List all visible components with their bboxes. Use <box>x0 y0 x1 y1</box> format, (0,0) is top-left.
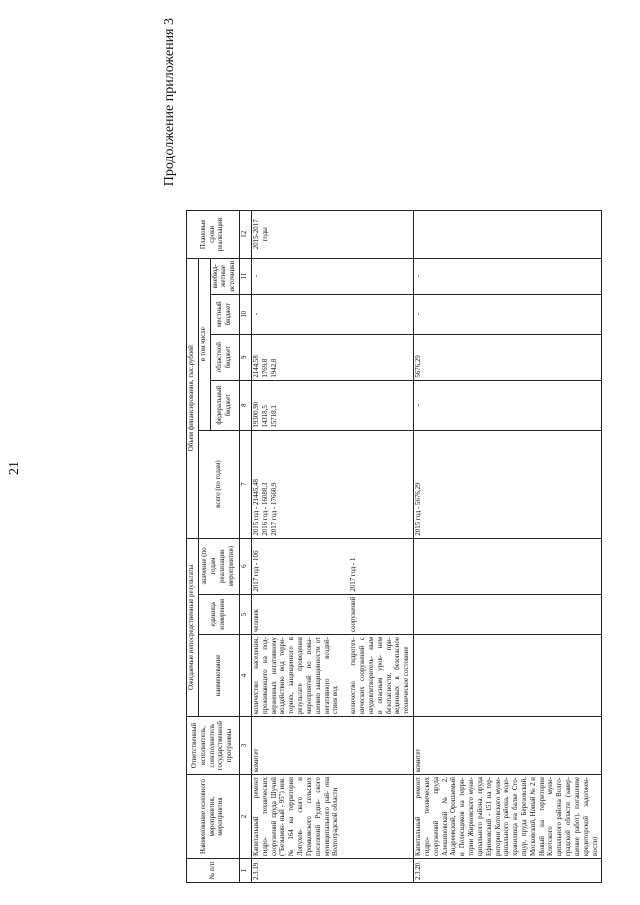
row-unit: сооружений <box>342 594 413 634</box>
header-extra: внебюд- жетные источники <box>210 258 239 294</box>
row-regional-line: 1769,8 <box>261 358 269 378</box>
header-expected-results: Ожидаемые непосредственные результаты <box>187 538 199 716</box>
header-financing: Объем финансирования, тыс.рублей <box>187 258 199 538</box>
header-result-name: наименование <box>198 635 239 717</box>
row-federal: - <box>414 380 602 430</box>
row-unit: человек <box>251 594 342 634</box>
col-num: 10 <box>240 294 252 334</box>
row-total <box>251 430 413 538</box>
header-num: № п/п <box>187 859 240 883</box>
row-value <box>414 538 602 594</box>
row-total: 2015 год - 5676,29 <box>414 430 602 538</box>
row-result: количество населения, проживающего на под- верженных негативному воздействию вод терри- ториях, защищенного в результате проведения мероприятий по повы- шению защищенности от негативного воздей- ствия вод <box>251 635 342 717</box>
page-number: 21 <box>7 461 22 475</box>
row-executor: комитет <box>251 717 413 775</box>
header-value: значение (по годам реализации мероприятия) <box>198 538 239 594</box>
row-local: - <box>414 294 602 334</box>
row-result: количество гидротех- нических сооружений с неудовлетворитель- ным и опасным уров- нем безопасности, при- веденных в безопасное техническое состояние <box>342 635 413 717</box>
col-num: 5 <box>240 594 252 634</box>
row-extra: - <box>414 258 602 294</box>
header-executor: Ответственный исполнитель, соисполнитель государственной программы <box>187 717 240 775</box>
row-planned: 2015-2017 годы <box>251 210 413 258</box>
row-num: 2.3.20. <box>414 859 602 883</box>
header-local: местный бюджет <box>210 294 239 334</box>
row-federal-line: 15718,1 <box>270 405 278 428</box>
row-regional <box>251 334 413 380</box>
col-num: 6 <box>240 538 252 594</box>
header-unit: единица измерения <box>198 594 239 634</box>
col-num: 9 <box>240 334 252 380</box>
row-federal <box>251 380 413 430</box>
header-regional: областной бюджет <box>210 334 239 380</box>
row-name: Капитальный ремонт гидро- технических сооружений пруда Алешиновский № 2, Андреевский, Орошаемый и Полесщиков на терри- тории Жирновского муни- ципального района, пруда Ефимовский - 151 на тер- ритории Котовского муни- ципального района, водо- хранилища на балке Сто- пцур, пруда Березовский, Московский, Новый № 2 и Новый на территории Клетского муни- ципального района Волго- градской области (завер- шение работ), погашение кредиторской задолжен- ности) <box>414 775 602 859</box>
col-num: 12 <box>240 210 252 258</box>
row-unit <box>414 594 602 634</box>
row-name: Капитальный ремонт гидро- технических сооружений пруда Шучий ("Безымян- ный - 95") инв.№ 164 на территории Лопухов- ского и Громковского сельских поселений Рудня- ского муниципального рай- она Волгоградской области <box>251 775 413 859</box>
col-num: 8 <box>240 380 252 430</box>
row-value: 2017 год - 1 <box>342 538 413 594</box>
header-total: всего (по годам) <box>198 430 239 538</box>
column-numbers-row <box>240 210 252 882</box>
col-num: 7 <box>240 430 252 538</box>
header-federal: федеральный бюджет <box>210 380 239 430</box>
row-total-line: 2015 год - 21445,48 <box>252 479 260 536</box>
row-executor: комитет <box>414 717 602 775</box>
header-name: Наименование основного мероприятия, мероприятия <box>187 775 240 859</box>
row-value: 2017 год - 106 <box>251 538 342 594</box>
row-result <box>414 635 602 717</box>
row-total-line: 2017 год - 17660,9 <box>270 482 278 536</box>
header-including: в том числе <box>198 258 210 430</box>
table-row <box>251 210 342 882</box>
col-num: 3 <box>240 717 252 775</box>
row-regional-line: 2144,58 <box>252 355 260 378</box>
row-local: - <box>251 294 413 334</box>
row-total-line: 2016 год - 16088,3 <box>261 482 269 536</box>
col-num: 1 <box>240 859 252 883</box>
col-num: 4 <box>240 635 252 717</box>
row-regional: 5676,29 <box>414 334 602 380</box>
row-planned <box>414 210 602 258</box>
row-num: 2.3.19. <box>251 859 413 883</box>
financing-table <box>186 210 602 883</box>
col-num: 2 <box>240 775 252 859</box>
row-federal-line: 19300,90 <box>252 401 260 428</box>
row-regional-line: 1942,8 <box>270 358 278 378</box>
continuation-note: Продолжение приложения 3 <box>162 18 177 187</box>
col-num: 11 <box>240 258 252 294</box>
table-row <box>414 210 602 882</box>
row-extra: - <box>251 258 413 294</box>
row-federal-line: 14318,5 <box>261 405 269 428</box>
header-planned: Плановые сроки реализации <box>187 210 240 258</box>
